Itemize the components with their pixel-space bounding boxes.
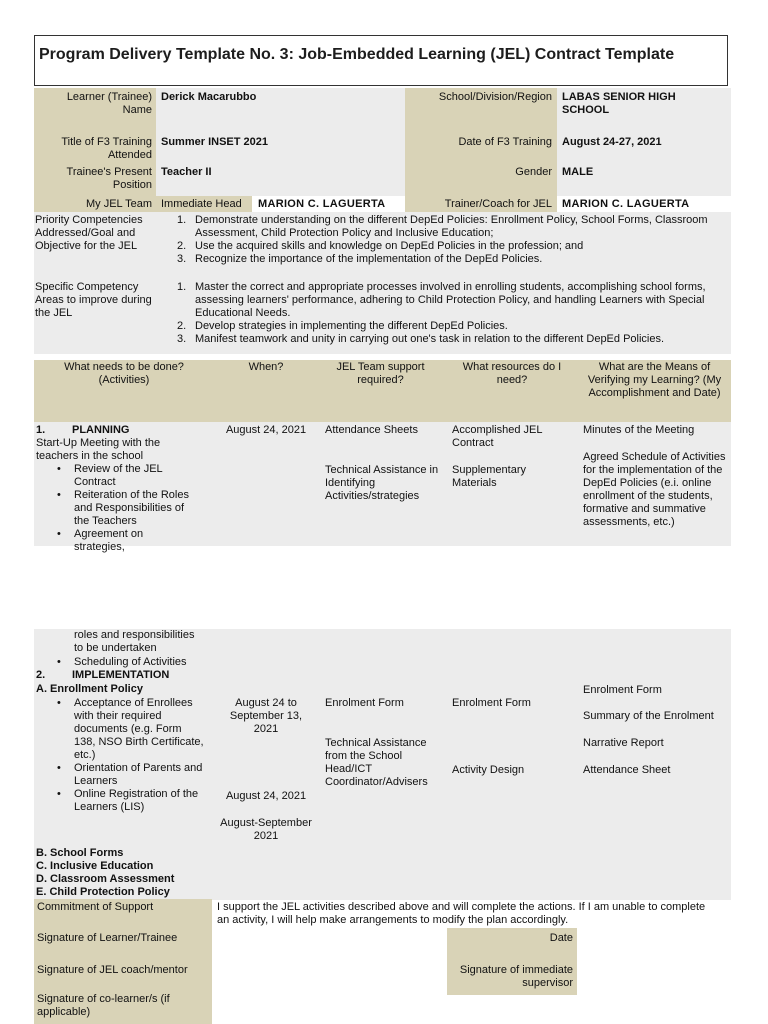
impl-means-2: Summary of the Enrolment [583,710,714,722]
date-value: August 24-27, 2021 [562,136,662,148]
training-label: Title of F3 Training Attended [61,136,152,161]
commitment-label: Commitment of Support [37,901,154,913]
planning-support-2: Technical Assistance in Identifying Activities/strategies [325,464,439,502]
enroll-heading: A. Enrollment Policy [36,683,143,695]
cont-text: roles and responsibilities to be undertaken [74,629,195,654]
info-value-column-left [156,88,405,212]
header-resources: What resources do I need? [462,361,562,386]
position-value: Teacher II [161,166,212,178]
team-label: My JEL Team [85,198,152,210]
priority-item: 3. Recognize the importance of the implementation of the DepEd Policies. [177,253,543,265]
list-item: • Agreement on strategies, [36,528,196,554]
gender-value: MALE [562,166,594,178]
specific-label: Specific Competency Areas to improve during the JEL [35,281,152,319]
planning-when: August 24, 2021 [225,424,307,436]
header-support: JEL Team support required? [336,361,425,386]
specific-list [155,281,725,346]
planning-means-2: Agreed Schedule of Activities for the implementation of the DepEd Policies (e.i. online enrollment of the students, formative and summative assessments, etc.) [583,451,726,528]
head-label: Immediate Head [161,198,242,210]
impl-when-1: August 24 to September 13, 2021 [229,697,303,735]
impl-when-2: August 24, 2021 [225,790,307,802]
head-value: MARION C. LAGUERTA [258,198,386,210]
page-title: Program Delivery Template No. 3: Job-Embedded Learning (JEL) Contract Template [39,46,675,63]
sig-coach-label: Signature of JEL coach/mentor [37,964,188,976]
impl-resource-1: Enrolment Form [452,697,531,709]
planning-bullets [36,463,196,554]
school-forms-heading: B. School Forms [36,847,124,859]
sig-supervisor-label: Signature of immediate supervisor [459,964,573,989]
page-title-box [34,35,728,86]
planning-intro: Start-Up Meeting with the teachers in the school [36,437,161,462]
impl-means-4: Attendance Sheet [583,764,671,776]
sig-colearner-label: Signature of co-learner/s (if applicable) [37,993,170,1018]
learner-label: Learner (Trainee) Name [66,91,152,116]
impl-num: 2. [36,669,46,681]
enroll-bullets [36,697,206,814]
child-protection-heading: E. Child Protection Policy [36,886,170,898]
training-value: Summer INSET 2021 [161,136,268,148]
school-value: LABAS SENIOR HIGH SCHOOL [562,91,676,116]
assessment-heading: D. Classroom Assessment [36,873,175,885]
impl-when-3: August-September 2021 [220,817,312,842]
impl-resource-2: Activity Design [452,764,525,776]
specific-item: 3. Manifest teamwork and unity in carrying out one's task in relation to the different DepEd Policies. [177,333,665,345]
list-item: • Scheduling of Activities [36,656,206,669]
impl-support-1: Enrolment Form [325,697,404,709]
list-item: • Orientation of Parents and Learners [36,762,206,788]
impl-means-3: Narrative Report [583,737,664,749]
impl-support-2: Technical Assistance from the School Head/ICT Coordinator/Advisers [325,737,428,788]
sig-date-label: Date [549,932,573,944]
list-item: • Online Registration of the Learners (LIS) [36,788,206,814]
coach-value: MARION C. LAGUERTA [562,198,690,210]
inclusive-heading: C. Inclusive Education [36,860,154,872]
header-means: What are the Means of Verifying my Learning? (My Accomplishment and Date) [587,361,722,399]
list-item: • Review of the JEL Contract [36,463,196,489]
coach-label: Trainer/Coach for JEL [444,198,552,210]
priority-label: Priority Competencies Addressed/Goal and Objective for the JEL [35,214,143,252]
impl-heading: IMPLEMENTATION [72,669,170,681]
header-activities: What needs to be done? (Activities) [64,361,184,386]
specific-item: 2. Develop strategies in implementing the different DepEd Policies. [177,320,508,332]
planning-heading: PLANNING [72,424,130,436]
list-item: • Reiteration of the Roles and Responsibilities of the Teachers [36,489,196,528]
planning-resource-2: Supplementary Materials [452,464,526,489]
planning-support-1: Attendance Sheets [325,424,418,436]
gender-label: Gender [515,166,552,178]
commitment-text: I support the JEL activities described above and will complete the actions. If I am unable to complete an activity, I will help make arrangements to modify the plan accordingly. [217,901,706,926]
planning-means-1: Minutes of the Meeting [583,424,695,436]
date-label: Date of F3 Training [458,136,552,148]
priority-list [155,214,725,266]
school-label: School/Division/Region [438,91,552,103]
impl-means-1: Enrolment Form [583,684,662,696]
planning-resource-1: Accomplished JEL Contract [452,424,543,449]
info-label-column-right [405,88,557,212]
cont-bullets [36,656,206,669]
learner-value: Derick Macarubbo [161,91,257,103]
header-when: When? [248,361,284,373]
priority-item: 2. Use the acquired skills and knowledge on DepEd Policies in the profession; and [177,240,584,252]
planning-num: 1. [36,424,46,436]
priority-item: 1. Demonstrate understanding on the different DepEd Policies: Enrollment Policy, School Forms, Classroom Assessment, Child Protection Policy and Inclusive Education; [177,214,708,239]
position-label: Trainee's Present Position [66,166,152,191]
list-item: • Acceptance of Enrollees with their required documents (e.g. Form 138, NSO Birth Certificate, etc.) [36,697,206,762]
sig-learner-label: Signature of Learner/Trainee [37,932,178,944]
specific-item: 1. Master the correct and appropriate processes involved in enrolling students, accomplishing school forms, assessing learners' performance, adhering to Child Protection Policy, and handling Learners with Special Educational Needs. [177,281,706,319]
